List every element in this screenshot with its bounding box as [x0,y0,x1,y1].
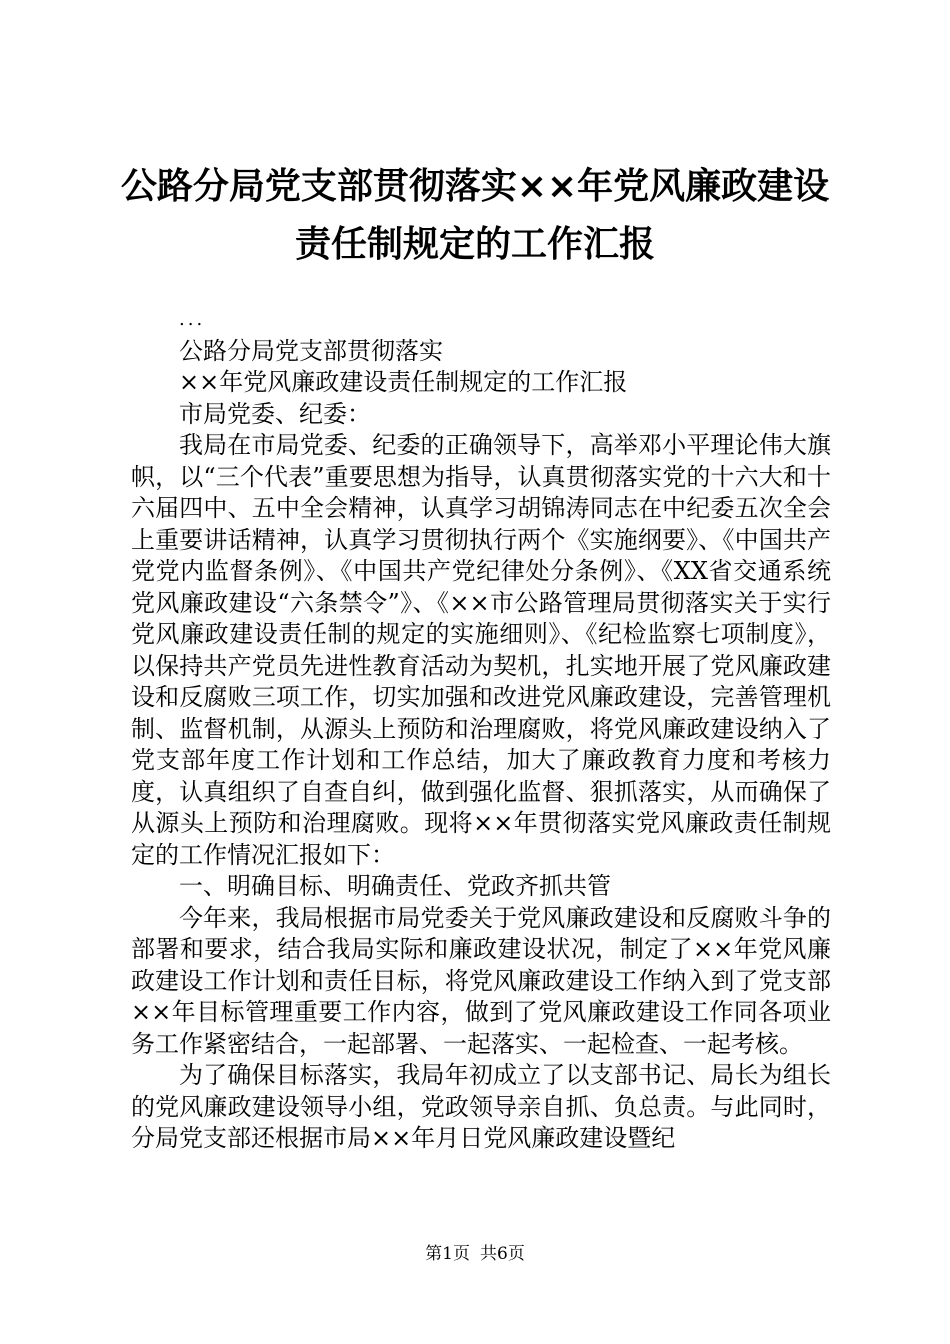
page-footer [0,1242,950,1266]
section-heading: 一、明确目标、明确责任、党政齐抓共管 [179,872,611,900]
paragraph: 为了确保目标落实，我局年初成立了以支部书记、局长为组长的党风廉政建设领导小组，党政领导亲自抓、负总责。与此同时，分局党支部还根据市局××年月日党风廉政建设暨纪 [131,1061,831,1152]
salutation: 市局党委、纪委： [179,399,371,428]
title-line-1: 公路分局党支部贯彻落实××年党风廉政建设 [120,166,830,207]
page-number: 第1页 [425,1244,470,1264]
title-line-2: 责任制规定的工作汇报 [294,224,655,265]
paragraph: 我局在市局党委、纪委的正确领导下，高举邓小平理论伟大旗帜，以“三个代表”重要思想为指导，认真贯彻落实党的十六大和十六届四中、五中全会精神，认真学习胡锦涛同志在中纪委五次全会上重要讲话精神，认真学习贯彻执行两个《实施纲要》、《中国共产党党内监督条例》、《中国共产党纪律处分条例》、《XX省交通系统党风廉政建设“六条禁令”》、《××市公路管理局贯彻落实关于实行党风廉政建设责任制的规定的实施细则》、《纪检监察七项制度》，以保持共产党员先进性教育活动为契机，扎实地开展了党风廉政建设和反腐败三项工作，切实加强和改进党风廉政建设，完善管理机制、监督机制，从源头上预防和治理腐败，将党风廉政建设纳入了党支部年度工作计划和工作总结，加大了廉政教育力度和考核力度，认真组织了自查自纠，做到强化监督、狠抓落实，从而确保了从源头上预防和治理腐败。现将××年贯彻落实党风廉政责任制规定的工作情况汇报如下： [131,431,831,869]
document-body [131,304,831,1155]
page-total: 共6页 [480,1244,525,1264]
document-title [100,158,850,274]
paragraph: 今年来，我局根据市局党委关于党风廉政建设和反腐败斗争的部署和要求，结合我局实际和廉政建设状况，制定了××年党风廉政建设工作计划和责任目标，将党风廉政建设工作纳入到了党支部××年目标管理重要工作内容，做到了党风廉政建设工作同各项业务工作紧密结合，一起部署、一起落实、一起检查、一起考核。 [131,903,831,1058]
ellipsis-marker: ... [179,309,206,330]
subtitle-line-2: ××年党风廉政建设责任制规定的工作汇报 [179,368,628,396]
subtitle-line-1: 公路分局党支部贯彻落实 [179,336,443,365]
